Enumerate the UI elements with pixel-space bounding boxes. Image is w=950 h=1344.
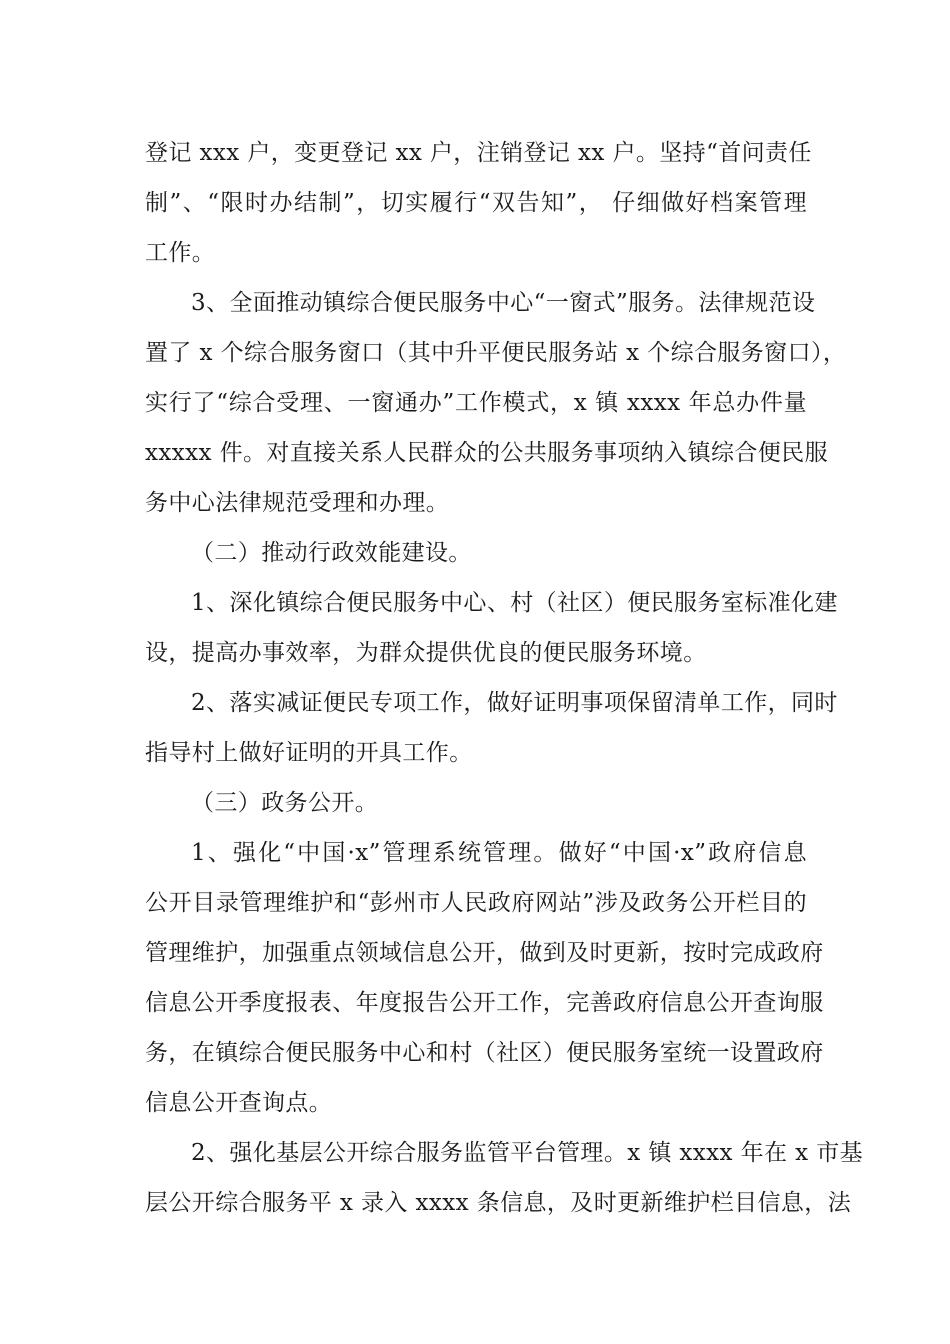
text-line: 信息公开查询点。 — [145, 1090, 333, 1116]
text-line: 2、落实减证便民专项工作，做好证明事项保留清单工作，同时 — [191, 690, 838, 716]
text-line: 置了 x 个综合服务窗口（其中升平便民服务站 x 个综合服务窗口）， — [145, 340, 847, 366]
text-line: 信息公开季度报表、年度报告公开工作，完善政府信息公开查询服 — [145, 990, 824, 1016]
text-line: 1、强化“中国·x”管理系统管理。做好“中国·x”政府信息 — [191, 840, 807, 866]
text-line: 工作。 — [145, 240, 216, 266]
document-body — [145, 128, 864, 1228]
text-line: 2、强化基层公开综合服务监管平台管理。x 镇 xxxx 年在 x 市基 — [191, 1140, 864, 1166]
text-line: 层公开综合服务平 x 录入 xxxx 条信息，及时更新维护栏目信息，法 — [145, 1190, 852, 1216]
text-line: 务中心法律规范受理和办理。 — [145, 490, 450, 516]
text-line: 1、深化镇综合便民服务中心、村（社区）便民服务室标准化建 — [191, 590, 838, 616]
text-line: 管理维护，加强重点领域信息公开，做到及时更新，按时完成政府 — [145, 940, 824, 966]
text-line: 登记 xxx 户，变更登记 xx 户，注销登记 xx 户。坚持“首问责任 — [145, 140, 812, 166]
text-line: 实行了“综合受理、一窗通办”工作模式，x 镇 xxxx 年总办件量 — [145, 390, 807, 416]
text-line: 3、全面推动镇综合便民服务中心“一窗式”服务。法律规范设 — [191, 290, 816, 316]
text-line: 指导村上做好证明的开具工作。 — [145, 740, 473, 766]
section-heading: （三）政务公开。 — [191, 790, 379, 816]
section-heading: （二）推动行政效能建设。 — [191, 540, 472, 566]
text-line: 设，提高办事效率，为群众提供优良的便民服务环境。 — [145, 640, 707, 666]
text-line: 公开目录管理维护和“彭州市人民政府网站”涉及政务公开栏目的 — [145, 890, 807, 916]
text-line: 制”、“限时办结制”，切实履行“双告知”， 仔细做好档案管理 — [145, 190, 807, 216]
text-line: xxxxx 件。对直接关系人民群众的公共服务事项纳入镇综合便民服 — [145, 440, 828, 466]
text-line: 务，在镇综合便民服务中心和村（社区）便民服务室统一设置政府 — [145, 1040, 824, 1066]
